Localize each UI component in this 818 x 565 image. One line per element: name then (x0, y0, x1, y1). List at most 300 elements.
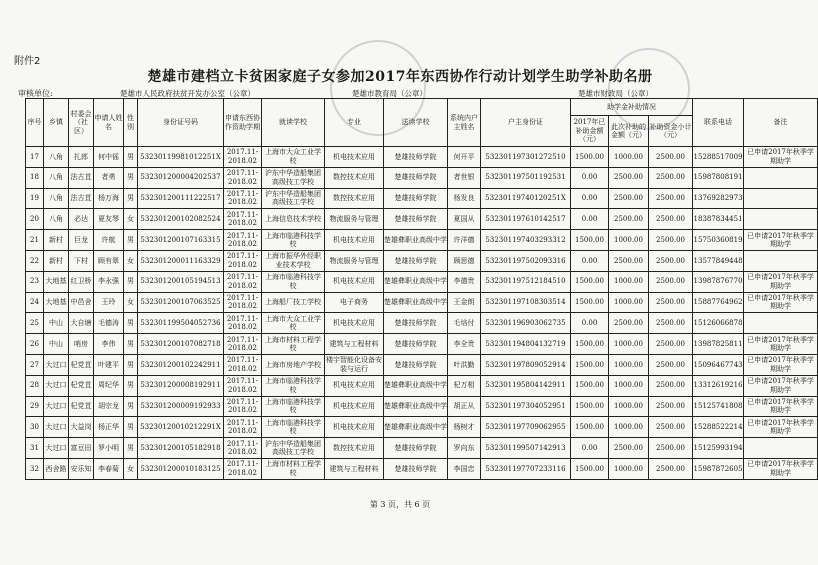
cell-sender: 楚雄彝职业高级中学 (384, 375, 448, 396)
cell-a3: 2500.00 (649, 334, 693, 355)
cell-a2: 2500.00 (609, 167, 649, 188)
cell-period: 2017.11-2018.02 (224, 313, 262, 334)
cell-remark: 已申请2017年秋季学期助学 (744, 147, 818, 168)
cell-phone: 15288522214 (693, 417, 744, 438)
cell-owner: 李国忠 (448, 458, 481, 479)
cell-school: 沪东中华造船集团高级技工学校 (262, 438, 325, 459)
cell-gender: 男 (124, 147, 138, 168)
cell-owner_id: 532301199507142913 (481, 438, 571, 459)
header-aid-2017: 2017年已补助金额（元） (571, 116, 609, 147)
cell-phone: 13987876770 (693, 271, 744, 292)
cell-id: 532301200105182918 (138, 438, 224, 459)
cell-sender: 楚雄技师学院 (384, 167, 448, 188)
cell-name: 王玲 (94, 292, 124, 313)
cell-name: 何中徭 (94, 147, 124, 168)
cell-id: 532301200004202537 (138, 167, 224, 188)
cell-school: 沪东中华造船集团高级技工学校 (262, 167, 325, 188)
cell-owner: 杨发良 (448, 188, 481, 209)
cell-a1: 1500.00 (571, 417, 609, 438)
cell-id: 532301200107163315 (138, 230, 224, 251)
cell-owner: 李德贵 (448, 271, 481, 292)
cell-sender: 楚雄技师学院 (384, 188, 448, 209)
cell-gender: 男 (124, 230, 138, 251)
table-row (26, 396, 818, 417)
cell-owner: 何开平 (448, 147, 481, 168)
cell-major: 机电技术应用 (325, 396, 384, 417)
cell-gender: 男 (124, 438, 138, 459)
cell-a1: 1500.00 (571, 375, 609, 396)
cell-period: 2017.11-2018.02 (224, 147, 262, 168)
cell-gender: 男 (124, 271, 138, 292)
cell-town: 大过口 (44, 375, 69, 396)
cell-town: 八角 (44, 209, 69, 230)
cell-a1: 0.00 (571, 167, 609, 188)
cell-a1: 1500.00 (571, 396, 609, 417)
cell-phone: 15096467743 (693, 354, 744, 375)
cell-phone: 18387834451 (693, 209, 744, 230)
cell-name: 毛德涛 (94, 313, 124, 334)
auditor-label: 审核单位: (18, 89, 53, 98)
cell-a3: 2500.00 (649, 292, 693, 313)
cell-remark (744, 313, 818, 334)
cell-village: 下村 (69, 250, 94, 271)
cell-village: 大自塘 (69, 313, 94, 334)
cell-town: 大过口 (44, 438, 69, 459)
cell-no: 32 (26, 458, 44, 479)
cell-no: 18 (26, 167, 44, 188)
cell-sender: 楚雄技师学院 (384, 438, 448, 459)
cell-a2: 1000.00 (609, 147, 649, 168)
cell-period: 2017.11-2018.02 (224, 230, 262, 251)
cell-major: 机电技术应用 (325, 417, 384, 438)
cell-no: 23 (26, 271, 44, 292)
cell-phone: 15126066878 (693, 313, 744, 334)
cell-village: 杞党苴 (69, 396, 94, 417)
cell-village: 富豆田 (69, 438, 94, 459)
cell-town: 八角 (44, 147, 69, 168)
cell-remark: 已申请2017年秋季学期助学 (744, 396, 818, 417)
cell-remark (744, 188, 818, 209)
cell-name: 杨正华 (94, 417, 124, 438)
cell-a3: 2500.00 (649, 375, 693, 396)
header-aid-group: 助学金补助情况 (571, 99, 693, 116)
cell-sender: 楚雄技师学院 (384, 147, 448, 168)
cell-no: 26 (26, 334, 44, 355)
cell-owner_id: 532301197707233116 (481, 458, 571, 479)
cell-owner_id: 532301194804132719 (481, 334, 571, 355)
cell-period: 2017.11-2018.02 (224, 271, 262, 292)
cell-owner_id: 532301197501192531 (481, 167, 571, 188)
header-major: 专业 (325, 99, 384, 147)
cell-a3: 2500.00 (649, 230, 693, 251)
cell-owner_id: 532301195804142911 (481, 375, 571, 396)
cell-remark: 已申请2017年秋季学期助学 (744, 334, 818, 355)
table-row (26, 209, 818, 230)
cell-phone: 13987825811 (693, 334, 744, 355)
cell-owner: 罗向东 (448, 438, 481, 459)
cell-village: 必达 (69, 209, 94, 230)
cell-owner_id: 532301197108303514 (481, 292, 571, 313)
cell-school: 上海市振华外经职业技术学校 (262, 250, 325, 271)
cell-sender: 楚雄技师学院 (384, 334, 448, 355)
attachment-label: 附件2 (14, 56, 41, 67)
cell-no: 27 (26, 354, 44, 375)
cell-town: 中山 (44, 334, 69, 355)
cell-no: 20 (26, 209, 44, 230)
cell-no: 22 (26, 250, 44, 271)
page-footer: 第 3 页，共 6 页 (369, 500, 431, 509)
cell-period: 2017.11-2018.02 (224, 188, 262, 209)
cell-period: 2017.11-2018.02 (224, 354, 262, 375)
cell-owner: 毛培付 (448, 313, 481, 334)
cell-a3: 2500.00 (649, 188, 693, 209)
cell-town: 新村 (44, 230, 69, 251)
cell-village: 杞党苴 (69, 375, 94, 396)
cell-no: 21 (26, 230, 44, 251)
cell-period: 2017.11-2018.02 (224, 438, 262, 459)
cell-owner: 李全贵 (448, 334, 481, 355)
cell-school: 上海市大众工业学校 (262, 147, 325, 168)
cell-name: 周纪华 (94, 375, 124, 396)
cell-town: 大过口 (44, 396, 69, 417)
cell-remark: 已申请2017年秋季学期助学 (744, 230, 818, 251)
table-row (26, 250, 818, 271)
subsidy-table (25, 98, 818, 480)
cell-a1: 1500.00 (571, 147, 609, 168)
cell-school: 上海市大众工业学校 (262, 313, 325, 334)
cell-remark: 已申请2017年秋季学期助学 (744, 354, 818, 375)
cell-phone: 13577849448 (693, 250, 744, 271)
cell-town: 中山 (44, 313, 69, 334)
cell-name: 罗小明 (94, 438, 124, 459)
cell-owner_id: 532301197512184510 (481, 271, 571, 292)
cell-phone: 15887764962 (693, 292, 744, 313)
cell-major: 建筑与工程材料 (325, 458, 384, 479)
cell-major: 机电技术应用 (325, 313, 384, 334)
cell-a1: 0.00 (571, 209, 609, 230)
cell-a1: 0.00 (571, 188, 609, 209)
cell-period: 2017.11-2018.02 (224, 250, 262, 271)
cell-period: 2017.11-2018.02 (224, 417, 262, 438)
header-period: 申请东西协作资助学期 (224, 99, 262, 147)
cell-major: 机电技术应用 (325, 230, 384, 251)
table-row (26, 375, 818, 396)
cell-major: 物流服务与管理 (325, 250, 384, 271)
cell-a1: 0.00 (571, 250, 609, 271)
cell-a3: 2500.00 (649, 271, 693, 292)
cell-a1: 1500.00 (571, 230, 609, 251)
cell-owner_id: 532301197304052951 (481, 396, 571, 417)
table-row (26, 147, 818, 168)
cell-gender: 男 (124, 375, 138, 396)
cell-a3: 2500.00 (649, 438, 693, 459)
cell-remark: 已申请2017年秋季学期助学 (744, 292, 818, 313)
cell-no: 17 (26, 147, 44, 168)
cell-a2: 1000.00 (609, 230, 649, 251)
cell-major: 楼宇智能化设备安装与运行 (325, 354, 384, 375)
cell-id: 532301200111222517 (138, 188, 224, 209)
cell-gender: 男 (124, 417, 138, 438)
header-applicant: 申请人姓名 (94, 99, 124, 147)
cell-sender: 楚雄彝职业高级中学 (384, 396, 448, 417)
cell-gender: 女 (124, 250, 138, 271)
cell-remark (744, 438, 818, 459)
cell-name: 顾有翠 (94, 250, 124, 271)
cell-gender: 女 (124, 209, 138, 230)
cell-village: 哨房 (69, 334, 94, 355)
cell-gender: 女 (124, 458, 138, 479)
cell-gender: 男 (124, 396, 138, 417)
table-row (26, 334, 818, 355)
cell-town: 西舍路 (44, 458, 69, 479)
header-no: 序号 (26, 99, 44, 147)
cell-sender: 楚雄彝职业高级中学 (384, 417, 448, 438)
cell-a3: 2500.00 (649, 250, 693, 271)
cell-owner_id: 532301197610142517 (481, 209, 571, 230)
cell-no: 25 (26, 313, 44, 334)
cell-school: 上海市材料工程学校 (262, 458, 325, 479)
cell-id: 532301200102242911 (138, 354, 224, 375)
cell-town: 大过口 (44, 417, 69, 438)
cell-owner_id: 532301197502093316 (481, 250, 571, 271)
cell-town: 大地基 (44, 271, 69, 292)
cell-a2: 2500.00 (609, 209, 649, 230)
table-row (26, 271, 818, 292)
cell-period: 2017.11-2018.02 (224, 209, 262, 230)
cell-owner_id: 532301196903062735 (481, 313, 571, 334)
table-row (26, 458, 818, 479)
cell-id: 532301200105194513 (138, 271, 224, 292)
cell-gender: 男 (124, 188, 138, 209)
cell-village: 扎郎 (69, 147, 94, 168)
cell-sender: 楚雄技师学院 (384, 313, 448, 334)
cell-village: 巨龙 (69, 230, 94, 251)
cell-sender: 楚雄彝职业高级中学 (384, 230, 448, 251)
header-gender: 性别 (124, 99, 138, 147)
cell-major: 数控技术应用 (325, 167, 384, 188)
cell-sender: 楚雄技师学院 (384, 250, 448, 271)
cell-village: 红卫桥 (69, 271, 94, 292)
cell-remark (744, 209, 818, 230)
cell-a2: 1000.00 (609, 292, 649, 313)
cell-id: 532301200009192933 (138, 396, 224, 417)
cell-major: 数控技术应用 (325, 438, 384, 459)
cell-a1: 1500.00 (571, 458, 609, 479)
cell-owner_id: 532301197403293312 (481, 230, 571, 251)
cell-major: 数控技术应用 (325, 188, 384, 209)
header-owner-id: 户主身份证 (481, 99, 571, 147)
cell-school: 上海市房地产学校 (262, 354, 325, 375)
cell-a1: 0.00 (571, 438, 609, 459)
cell-id: 53230119981012251X (138, 147, 224, 168)
cell-major: 机电技术应用 (325, 375, 384, 396)
cell-remark: 已申请2017年秋季学期助学 (744, 417, 818, 438)
cell-id: 53230120010212291X (138, 417, 224, 438)
cell-town: 新村 (44, 250, 69, 271)
cell-owner_id: 532301197709062955 (481, 417, 571, 438)
cell-school: 上海市材料工程学校 (262, 334, 325, 355)
cell-a1: 1500.00 (571, 354, 609, 375)
cell-no: 28 (26, 375, 44, 396)
cell-sender: 楚雄技师学院 (384, 354, 448, 375)
cell-period: 2017.11-2018.02 (224, 334, 262, 355)
cell-school: 上海信息技术学校 (262, 209, 325, 230)
cell-a2: 1000.00 (609, 375, 649, 396)
cell-major: 电子商务 (325, 292, 384, 313)
cell-a3: 2500.00 (649, 209, 693, 230)
cell-major: 机电技术应用 (325, 271, 384, 292)
cell-village: 中邑舍 (69, 292, 94, 313)
header-sender: 送读学校 (384, 99, 448, 147)
cell-no: 24 (26, 292, 44, 313)
cell-no: 19 (26, 188, 44, 209)
cell-school: 上海市临港科技学校 (262, 396, 325, 417)
cell-gender: 男 (124, 167, 138, 188)
cell-gender: 女 (124, 292, 138, 313)
cell-school: 上海市临港科技学校 (262, 230, 325, 251)
cell-remark: 已申请2017年秋季学期助学 (744, 271, 818, 292)
cell-owner: 杞万相 (448, 375, 481, 396)
header-phone: 联系电话 (693, 99, 744, 147)
cell-remark (744, 250, 818, 271)
cell-a2: 1000.00 (609, 458, 649, 479)
cell-a3: 2500.00 (649, 313, 693, 334)
cell-a3: 2500.00 (649, 417, 693, 438)
page-title: 楚雄市建档立卡贫困家庭子女参加2017年东西协作行动计划学生助学补助名册 (147, 69, 653, 85)
cell-id: 532301200010183125 (138, 458, 224, 479)
cell-a2: 1000.00 (609, 354, 649, 375)
cell-id: 532301200008192911 (138, 375, 224, 396)
cell-phone: 15987808191 (693, 167, 744, 188)
cell-id: 532301200107063525 (138, 292, 224, 313)
cell-village: 安乐知 (69, 458, 94, 479)
cell-a2: 2500.00 (609, 438, 649, 459)
cell-remark (744, 167, 818, 188)
cell-no: 29 (26, 396, 44, 417)
sub-unit-poverty-office: 楚雄市人民政府扶贫开发办公室（公章） (120, 89, 255, 98)
cell-no: 31 (26, 438, 44, 459)
cell-sender: 楚雄彝职业高级中学 (384, 292, 448, 313)
cell-a2: 1000.00 (609, 396, 649, 417)
cell-school: 上海市临港科技学校 (262, 375, 325, 396)
cell-period: 2017.11-2018.02 (224, 167, 262, 188)
cell-town: 八角 (44, 167, 69, 188)
cell-name: 李春菊 (94, 458, 124, 479)
cell-name: 胡宗龙 (94, 396, 124, 417)
header-village: 村委会（社区） (69, 99, 94, 147)
header-aid-now: 此次补助的金额（元） (609, 116, 649, 147)
cell-village: 法古苴 (69, 188, 94, 209)
cell-school: 沪东中华造船集团高级技工学校 (262, 188, 325, 209)
cell-major: 机电技术应用 (325, 147, 384, 168)
cell-gender: 男 (124, 354, 138, 375)
cell-id: 532301199504052736 (138, 313, 224, 334)
cell-major: 建筑与工程材料 (325, 334, 384, 355)
table-row (26, 313, 818, 334)
cell-id: 532301200107082718 (138, 334, 224, 355)
cell-period: 2017.11-2018.02 (224, 458, 262, 479)
cell-period: 2017.11-2018.02 (224, 396, 262, 417)
header-id: 身份证号码 (138, 99, 224, 147)
cell-owner_id: 532301197301272510 (481, 147, 571, 168)
cell-id: 532301200102082524 (138, 209, 224, 230)
cell-owner: 顾思德 (448, 250, 481, 271)
cell-a2: 2500.00 (609, 188, 649, 209)
cell-town: 大过口 (44, 354, 69, 375)
cell-a1: 0.00 (571, 313, 609, 334)
cell-owner: 杨树才 (448, 417, 481, 438)
cell-owner_id: 532301197809052914 (481, 354, 571, 375)
cell-gender: 男 (124, 334, 138, 355)
table-row (26, 230, 818, 251)
cell-name: 许航 (94, 230, 124, 251)
cell-a3: 2500.00 (649, 354, 693, 375)
cell-owner: 夏国从 (448, 209, 481, 230)
table-row (26, 438, 818, 459)
cell-a2: 2500.00 (609, 313, 649, 334)
cell-name: 叶建平 (94, 354, 124, 375)
cell-village: 大益岗 (69, 417, 94, 438)
table-row (26, 354, 818, 375)
cell-a2: 1000.00 (609, 334, 649, 355)
cell-period: 2017.11-2018.02 (224, 375, 262, 396)
cell-name: 李永强 (94, 271, 124, 292)
cell-gender: 男 (124, 313, 138, 334)
cell-school: 上海市临港科技学校 (262, 271, 325, 292)
table-row (26, 417, 818, 438)
cell-owner: 许洋德 (448, 230, 481, 251)
cell-a2: 1000.00 (609, 271, 649, 292)
cell-a3: 2500.00 (649, 147, 693, 168)
table-row (26, 188, 818, 209)
cell-name: 夏友琴 (94, 209, 124, 230)
cell-a3: 2500.00 (649, 167, 693, 188)
cell-a1: 1500.00 (571, 292, 609, 313)
cell-a1: 1500.00 (571, 334, 609, 355)
cell-town: 大地基 (44, 292, 69, 313)
cell-phone: 13312619216 (693, 375, 744, 396)
cell-phone: 15125993194 (693, 438, 744, 459)
cell-a3: 2500.00 (649, 458, 693, 479)
cell-phone: 15125741808 (693, 396, 744, 417)
header-contact: 系统内户主姓名 (448, 99, 481, 147)
cell-owner: 叶洪勤 (448, 354, 481, 375)
cell-phone: 15288517009 (693, 147, 744, 168)
cell-owner: 王金朗 (448, 292, 481, 313)
cell-a2: 1000.00 (609, 417, 649, 438)
table-row (26, 292, 818, 313)
cell-no: 30 (26, 417, 44, 438)
cell-phone: 15987872605 (693, 458, 744, 479)
header-town: 乡镇 (44, 99, 69, 147)
cell-phone: 13769282973 (693, 188, 744, 209)
cell-school: 上海船厂技工学校 (262, 292, 325, 313)
cell-village: 法古苴 (69, 167, 94, 188)
cell-name: 者勇 (94, 167, 124, 188)
cell-phone: 15750360819 (693, 230, 744, 251)
cell-village: 杞党苴 (69, 354, 94, 375)
cell-owner: 者世银 (448, 167, 481, 188)
cell-a2: 2500.00 (609, 250, 649, 271)
cell-sender: 楚雄技师学院 (384, 209, 448, 230)
cell-name: 李伟 (94, 334, 124, 355)
cell-sender: 楚雄彝职业高级中学 (384, 271, 448, 292)
cell-town: 八角 (44, 188, 69, 209)
cell-major: 物流服务与管理 (325, 209, 384, 230)
cell-sender: 楚雄技师学院 (384, 458, 448, 479)
sub-unit-finance-bureau: 楚雄市财政局（公章） (578, 89, 653, 98)
cell-a1: 1500.00 (571, 271, 609, 292)
